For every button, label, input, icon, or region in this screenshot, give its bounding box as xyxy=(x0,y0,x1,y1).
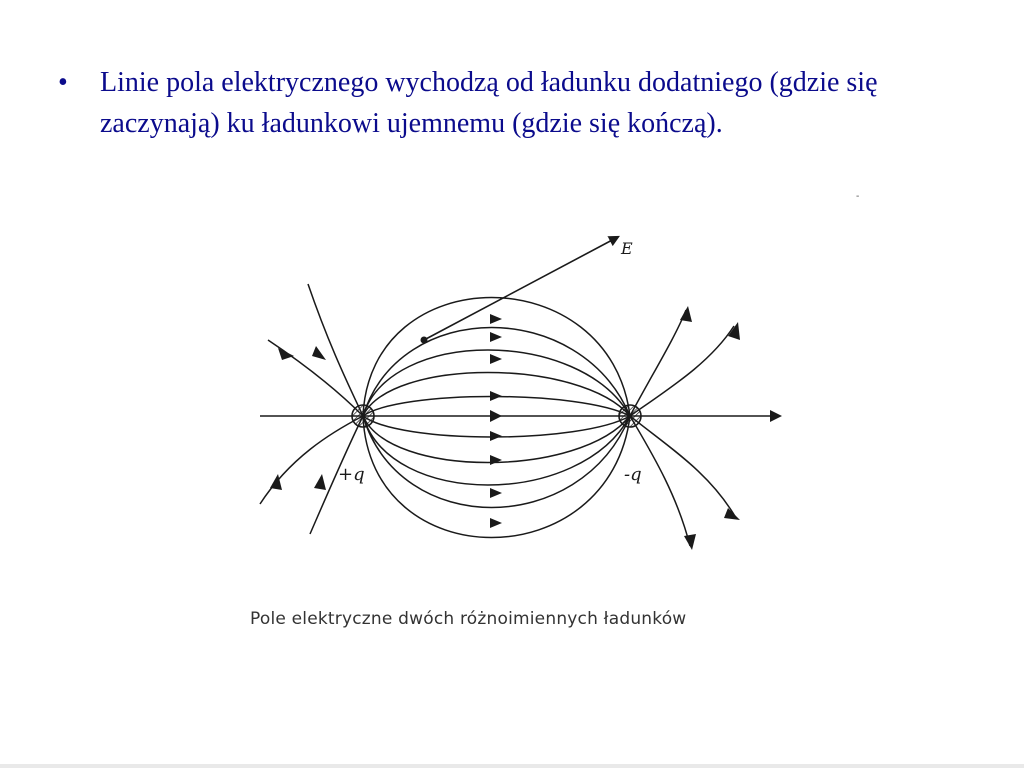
field-line-upper-4 xyxy=(363,397,630,417)
arrow-right-3 xyxy=(724,508,740,520)
arrow-axis-right xyxy=(770,410,782,422)
arrow-right-4 xyxy=(684,534,696,550)
arrow-lower-1 xyxy=(490,518,502,528)
footer-divider xyxy=(0,764,1024,768)
field-line-right-2 xyxy=(630,326,734,416)
arrow-axis xyxy=(490,410,502,422)
arrow-upper-2 xyxy=(490,332,502,342)
field-vector-origin xyxy=(421,337,428,344)
arrow-lower-2 xyxy=(490,488,502,498)
field-line-lower-2 xyxy=(363,416,630,485)
field-vector-e xyxy=(424,238,616,340)
dipole-field-diagram xyxy=(250,218,790,598)
arrow-upper-4 xyxy=(490,391,502,401)
arrow-left-1 xyxy=(312,346,326,360)
corner-mark: - xyxy=(856,191,860,202)
field-line-right-1 xyxy=(630,310,686,416)
negative-charge-label: -q xyxy=(624,464,642,485)
bullet-item xyxy=(58,62,938,144)
negative-charge xyxy=(619,405,641,427)
field-vector-label: E xyxy=(621,239,633,258)
arrow-left-3 xyxy=(270,474,282,490)
arrow-left-2 xyxy=(278,348,294,360)
arrow-left-4 xyxy=(314,474,326,490)
field-line-left-3 xyxy=(260,416,363,504)
arrow-upper-3 xyxy=(490,354,502,364)
field-arrows xyxy=(270,306,782,550)
positive-charge xyxy=(352,405,374,427)
arrow-upper-1 xyxy=(490,314,502,324)
bullet-dot: • xyxy=(58,67,68,98)
figure-caption: Pole elektryczne dwóch różnoimiennych ładunków xyxy=(250,609,687,629)
arrow-lower-4 xyxy=(490,431,502,441)
bullet-text: Linie pola elektrycznego wychodzą od ładunku dodatniego (gdzie się zaczynają) ku ładunkowi ujemnemu (gdzie się kończą). xyxy=(100,67,878,139)
arrow-lower-3 xyxy=(490,455,502,465)
field-line-right-3 xyxy=(630,416,736,518)
arrow-right-1 xyxy=(680,306,692,322)
positive-charge-label: +q xyxy=(338,464,365,485)
field-line-lower-3 xyxy=(363,416,630,463)
